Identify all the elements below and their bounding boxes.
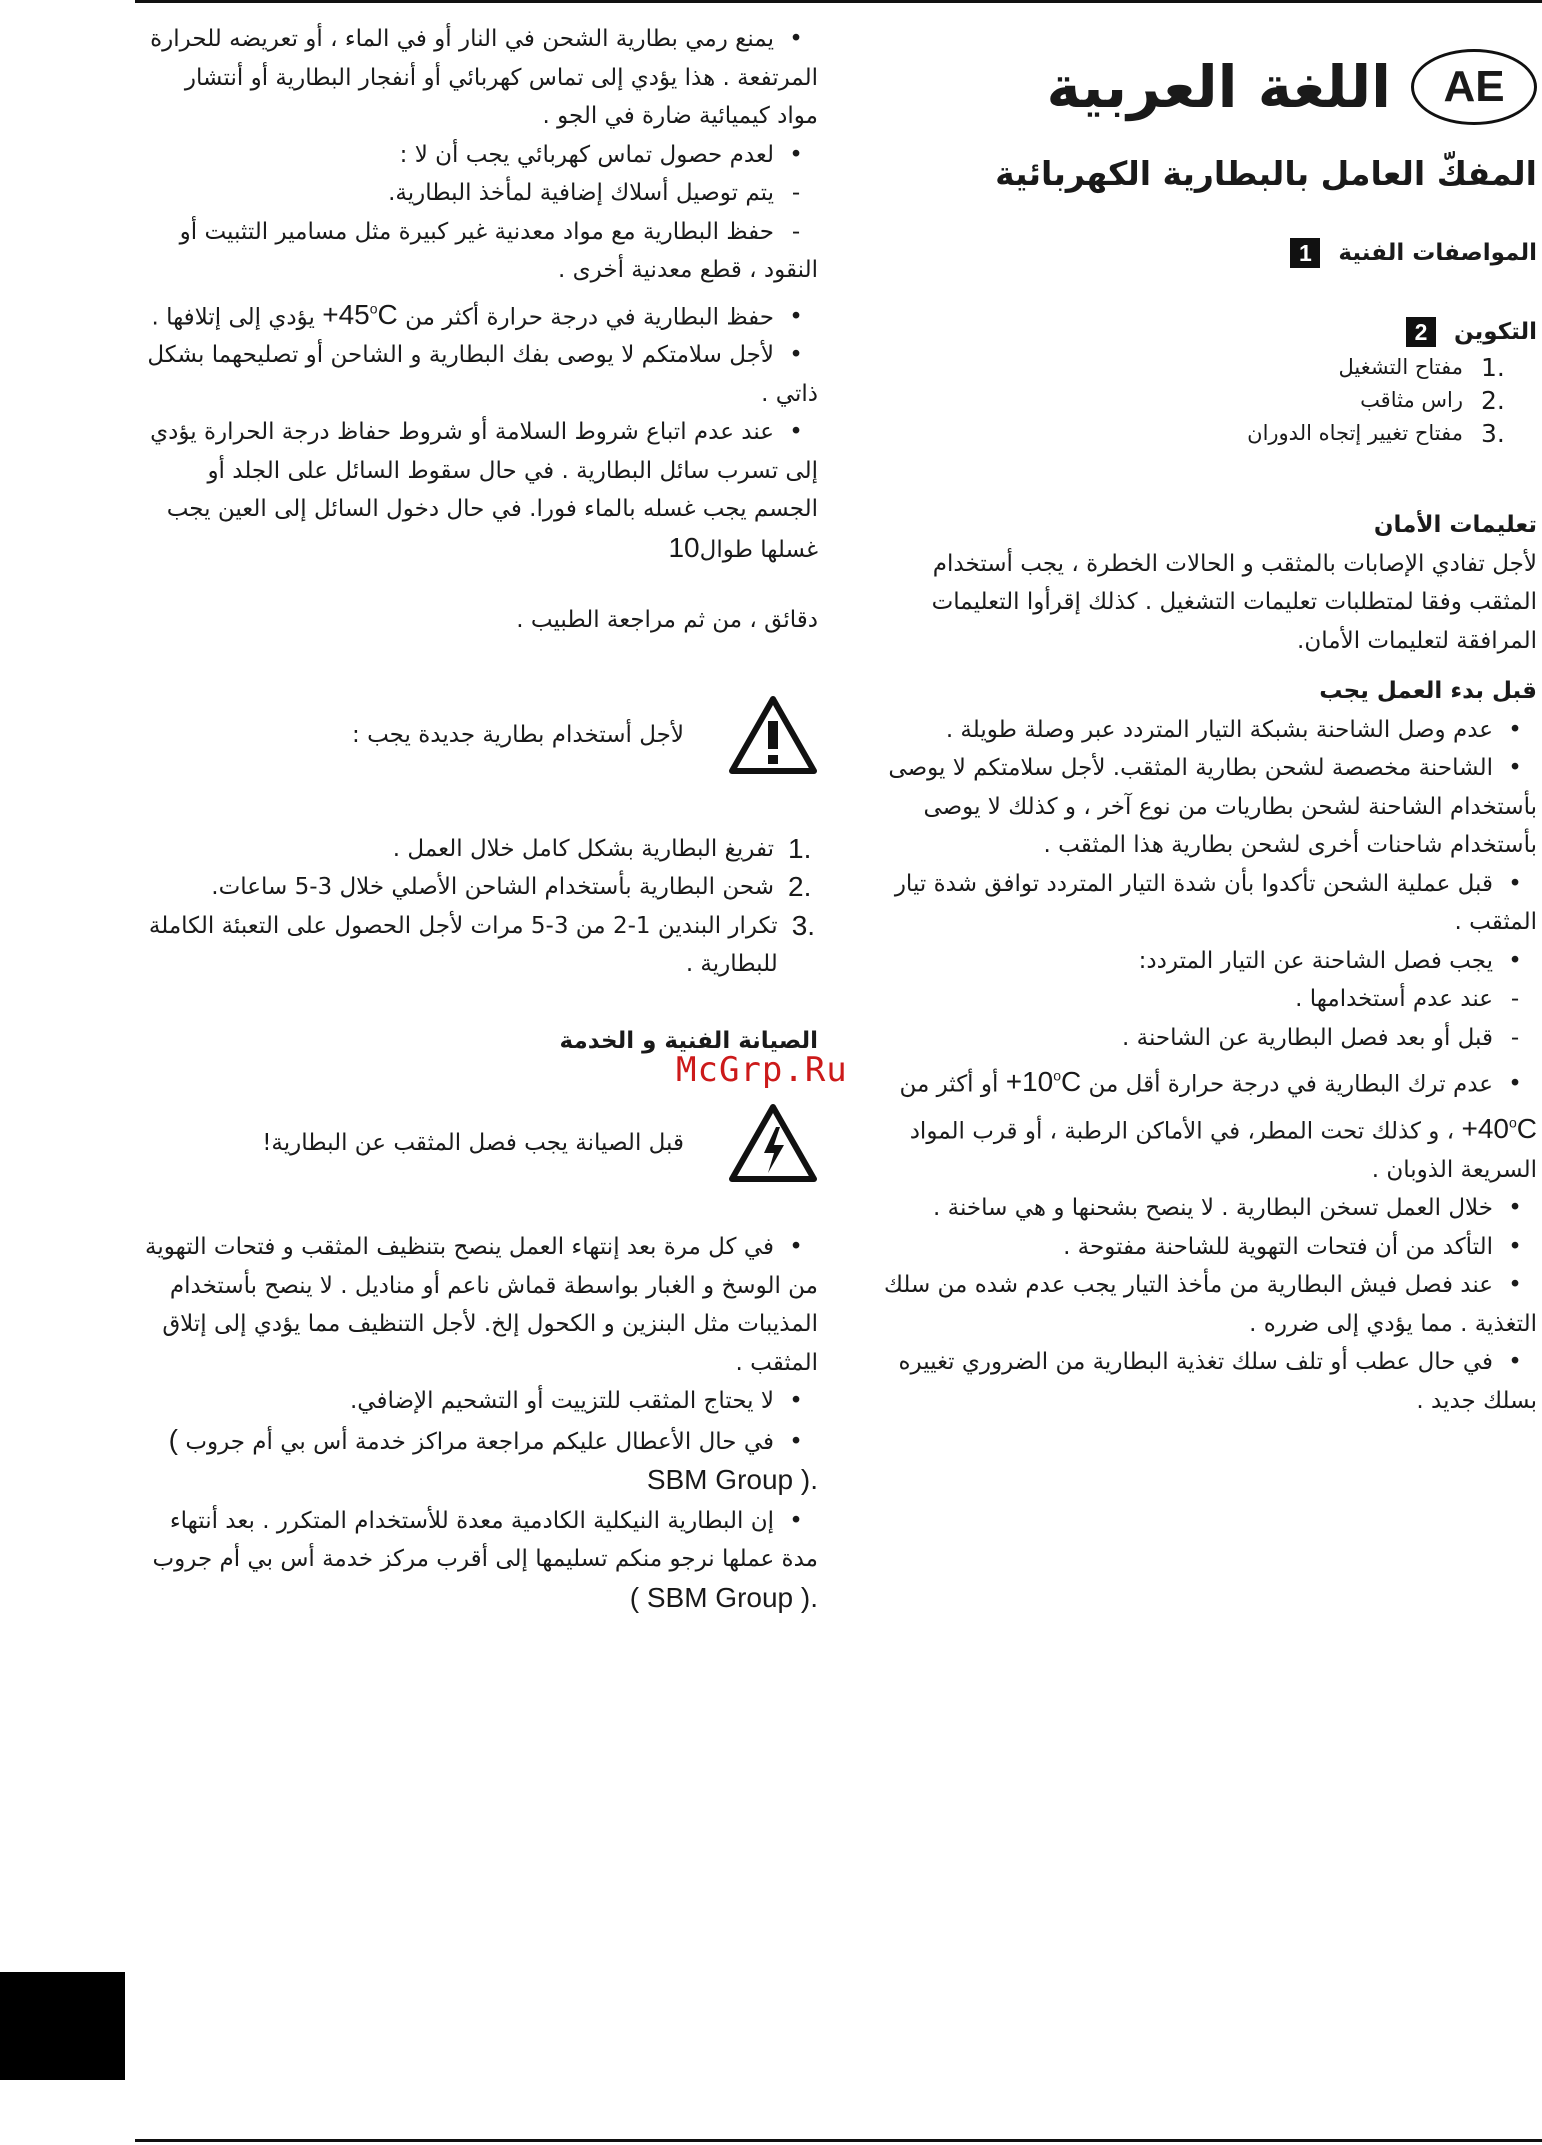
right-column xyxy=(862,32,1537,1420)
before-work-title: قبل بدء العمل يجب xyxy=(1319,678,1537,704)
new-battery-warning-text: لأجل أستخدام بطارية جديدة يجب : xyxy=(352,721,684,748)
new-battery-steps xyxy=(140,830,818,984)
config-list xyxy=(862,351,1507,450)
before-work-bullet: •في حال عطب أو تلف سلك تغذية البطارية من الضروري تغييره بسلك جديد . xyxy=(898,1349,1537,1414)
safety-title: تعليمات الأمان xyxy=(1373,512,1537,538)
config-title: التكوين xyxy=(1453,318,1537,345)
new-battery-warning xyxy=(140,690,818,780)
before-work-dash: -عند عدم أستخدامها . xyxy=(1295,986,1520,1012)
before-work-bullet: •الشاحنة مخصصة لشحن بطارية المثقب. لأجل سلامتكم لا يوصى بأستخدام الشاحنة لشحن بطاريات من نوع آخر ، و كذلك لا يوصى بأستخدام شاحنات أخرى لشحن بطارية هذا المثقب . xyxy=(888,755,1537,858)
before-work-bullet: •عند فصل فيش البطارية من مأخذ التيار يجب عدم شده من سلك التغذية . مما يؤدي إلى ضرره . xyxy=(883,1272,1537,1337)
electric-hazard-icon xyxy=(728,1103,818,1183)
list-item: 2. شحن البطارية بأستخدام الشاحن الأصلي خلال 3-5 ساعات. xyxy=(211,871,812,903)
battery-bullet: •لعدم حصول تماس كهربائي يجب أن لا : xyxy=(399,141,803,168)
battery-bullet: •عند عدم اتباع شروط السلامة أو شروط حفاظ درجة الحرارة يؤدي إلى تسرب سائل البطارية . في حال سقوط السائل على الجلد أو الجسم يجب غسله بالماء فورا. في حال دخول السائل إلى العين يجب غسلها طوال10 xyxy=(150,419,818,563)
battery-dash: -حفظ البطارية مع مواد معدنية غير كبيرة مثل مسامير التثبيت أو النقود ، قطع معدنية أخرى . xyxy=(179,218,818,283)
specs-title: المواصفات الفنية xyxy=(1338,240,1537,266)
bottom-rule xyxy=(135,2139,1542,2142)
warning-icon xyxy=(728,695,818,775)
before-work-bullet: •خلال العمل تسخن البطارية . لا ينصح بشحنها و هي ساخنة . xyxy=(933,1195,1522,1222)
top-rule xyxy=(135,0,1542,3)
page-edge-tab xyxy=(0,1972,125,2080)
config-number-box: 2 xyxy=(1406,317,1436,347)
specs-number-box: 1 xyxy=(1290,238,1320,268)
list-item: 3. تكرار البندين 1-2 من 3-5 مرات لأجل الحصول على التعبئة الكاملة للبطارية . xyxy=(148,909,816,978)
service-bullet: •لا يحتاج المثقب للتزييت أو التشحيم الإضافي. xyxy=(349,1388,803,1415)
left-column xyxy=(140,20,818,1619)
config-heading xyxy=(862,313,1537,352)
battery-continuation: دقائق ، من ثم مراجعة الطبيب . xyxy=(516,607,818,634)
watermark: McGrp.Ru xyxy=(676,1050,848,1090)
service-warning-text: قبل الصيانة يجب فصل المثقب عن البطارية! xyxy=(262,1130,684,1157)
before-work-bullet: •قبل عملية الشحن تأكدوا بأن شدة التيار المتردد توافق شدة تيار المثقب . xyxy=(894,870,1537,935)
service-warning xyxy=(140,1098,818,1188)
service-title: الصيانة الفنية و الخدمة xyxy=(559,1027,818,1054)
battery-bullet: •حفظ البطارية في درجة حرارة أكثر من $+45^oC$ يؤدي إلى إتلافها . xyxy=(151,298,803,330)
service-bullet: •في حال الأعطال عليكم مراجعة مراكز خدمة أس بي أم جروب ( SBM Group ). xyxy=(168,1423,818,1496)
battery-bullet: •يمنع رمي بطارية الشحن في النار أو في الماء ، أو تعريضه للحرارة المرتفعة . هذا يؤدي إلى تماس كهربائي أو أنفجار البطارية أو أنتشار مواد كيميائية ضارة في الجو . xyxy=(150,26,818,129)
safety-intro: لأجل تفادي الإصابات بالمثقب و الحالات الخطرة ، يجب أستخدام المثقب وفقا لمتطلبات تعليمات التشغيل . كذلك إقرأوا التعليمات المرافقة لتعليمات الأمان. xyxy=(931,550,1537,654)
before-work-bullet: •عدم وصل الشاحنة بشبكة التيار المتردد عبر وصلة طويلة . xyxy=(945,716,1522,743)
before-work-bullet: •عدم ترك البطارية في درجة حرارة أقل من $+10^oC$ أو أكثر من $+40^oC$ ، و كذلك تحت المطر، في الأماكن الرطبة ، أو قرب المواد السريعة الذوبان . xyxy=(899,1066,1537,1183)
specs-heading xyxy=(862,234,1537,273)
list-item: 3. مفتاح تغيير إتجاه الدوران xyxy=(1247,419,1505,448)
list-item: 1. تفريغ البطارية بشكل كامل خلال العمل . xyxy=(392,832,812,864)
before-work-bullet: •يجب فصل الشاحنة عن التيار المتردد: xyxy=(1138,947,1522,974)
service-bullet: •إن البطارية النيكلية الكادمية معدة للأستخدام المتكرر . بعد أنتهاء مدة عملها نرجو منكم تسليمها إلى أقرب مركز خدمة أس بي أم جروب ( SBM Group ). xyxy=(152,1507,818,1613)
language-title: اللغة العربية xyxy=(1046,53,1391,121)
title-row xyxy=(862,32,1537,142)
product-title: المفكّ العامل بالبطارية الكهربائية xyxy=(995,154,1537,193)
battery-bullet: •لأجل سلامتكم لا يوصى بفك البطارية و الشاحن أو تصليحهما بشكل ذاتي . xyxy=(147,342,818,407)
battery-dash: -يتم توصيل أسلاك إضافية لمأخذ البطارية. xyxy=(388,180,801,206)
before-work-dash: -قبل أو بعد فصل البطارية عن الشاحنة . xyxy=(1122,1024,1520,1051)
language-badge: AE xyxy=(1411,49,1537,125)
list-item: 2. راس مثاقب xyxy=(1360,386,1505,415)
before-work-bullet: •التأكد من أن فتحات التهوية للشاحنة مفتوحة . xyxy=(1063,1233,1522,1260)
service-bullet: •في كل مرة بعد إنتهاء العمل ينصح بتنظيف المثقب و فتحات التهوية من الوسخ و الغبار بواسطة قماش ناعم أو مناديل . لا ينصح بأستخدام المذيبات مثل البنزين و الكحول إلخ. لأجل التنظيف مما يؤدي إلى إتلاق المثقب . xyxy=(145,1234,818,1376)
list-item: 1. مفتاح التشغيل xyxy=(1338,353,1505,382)
